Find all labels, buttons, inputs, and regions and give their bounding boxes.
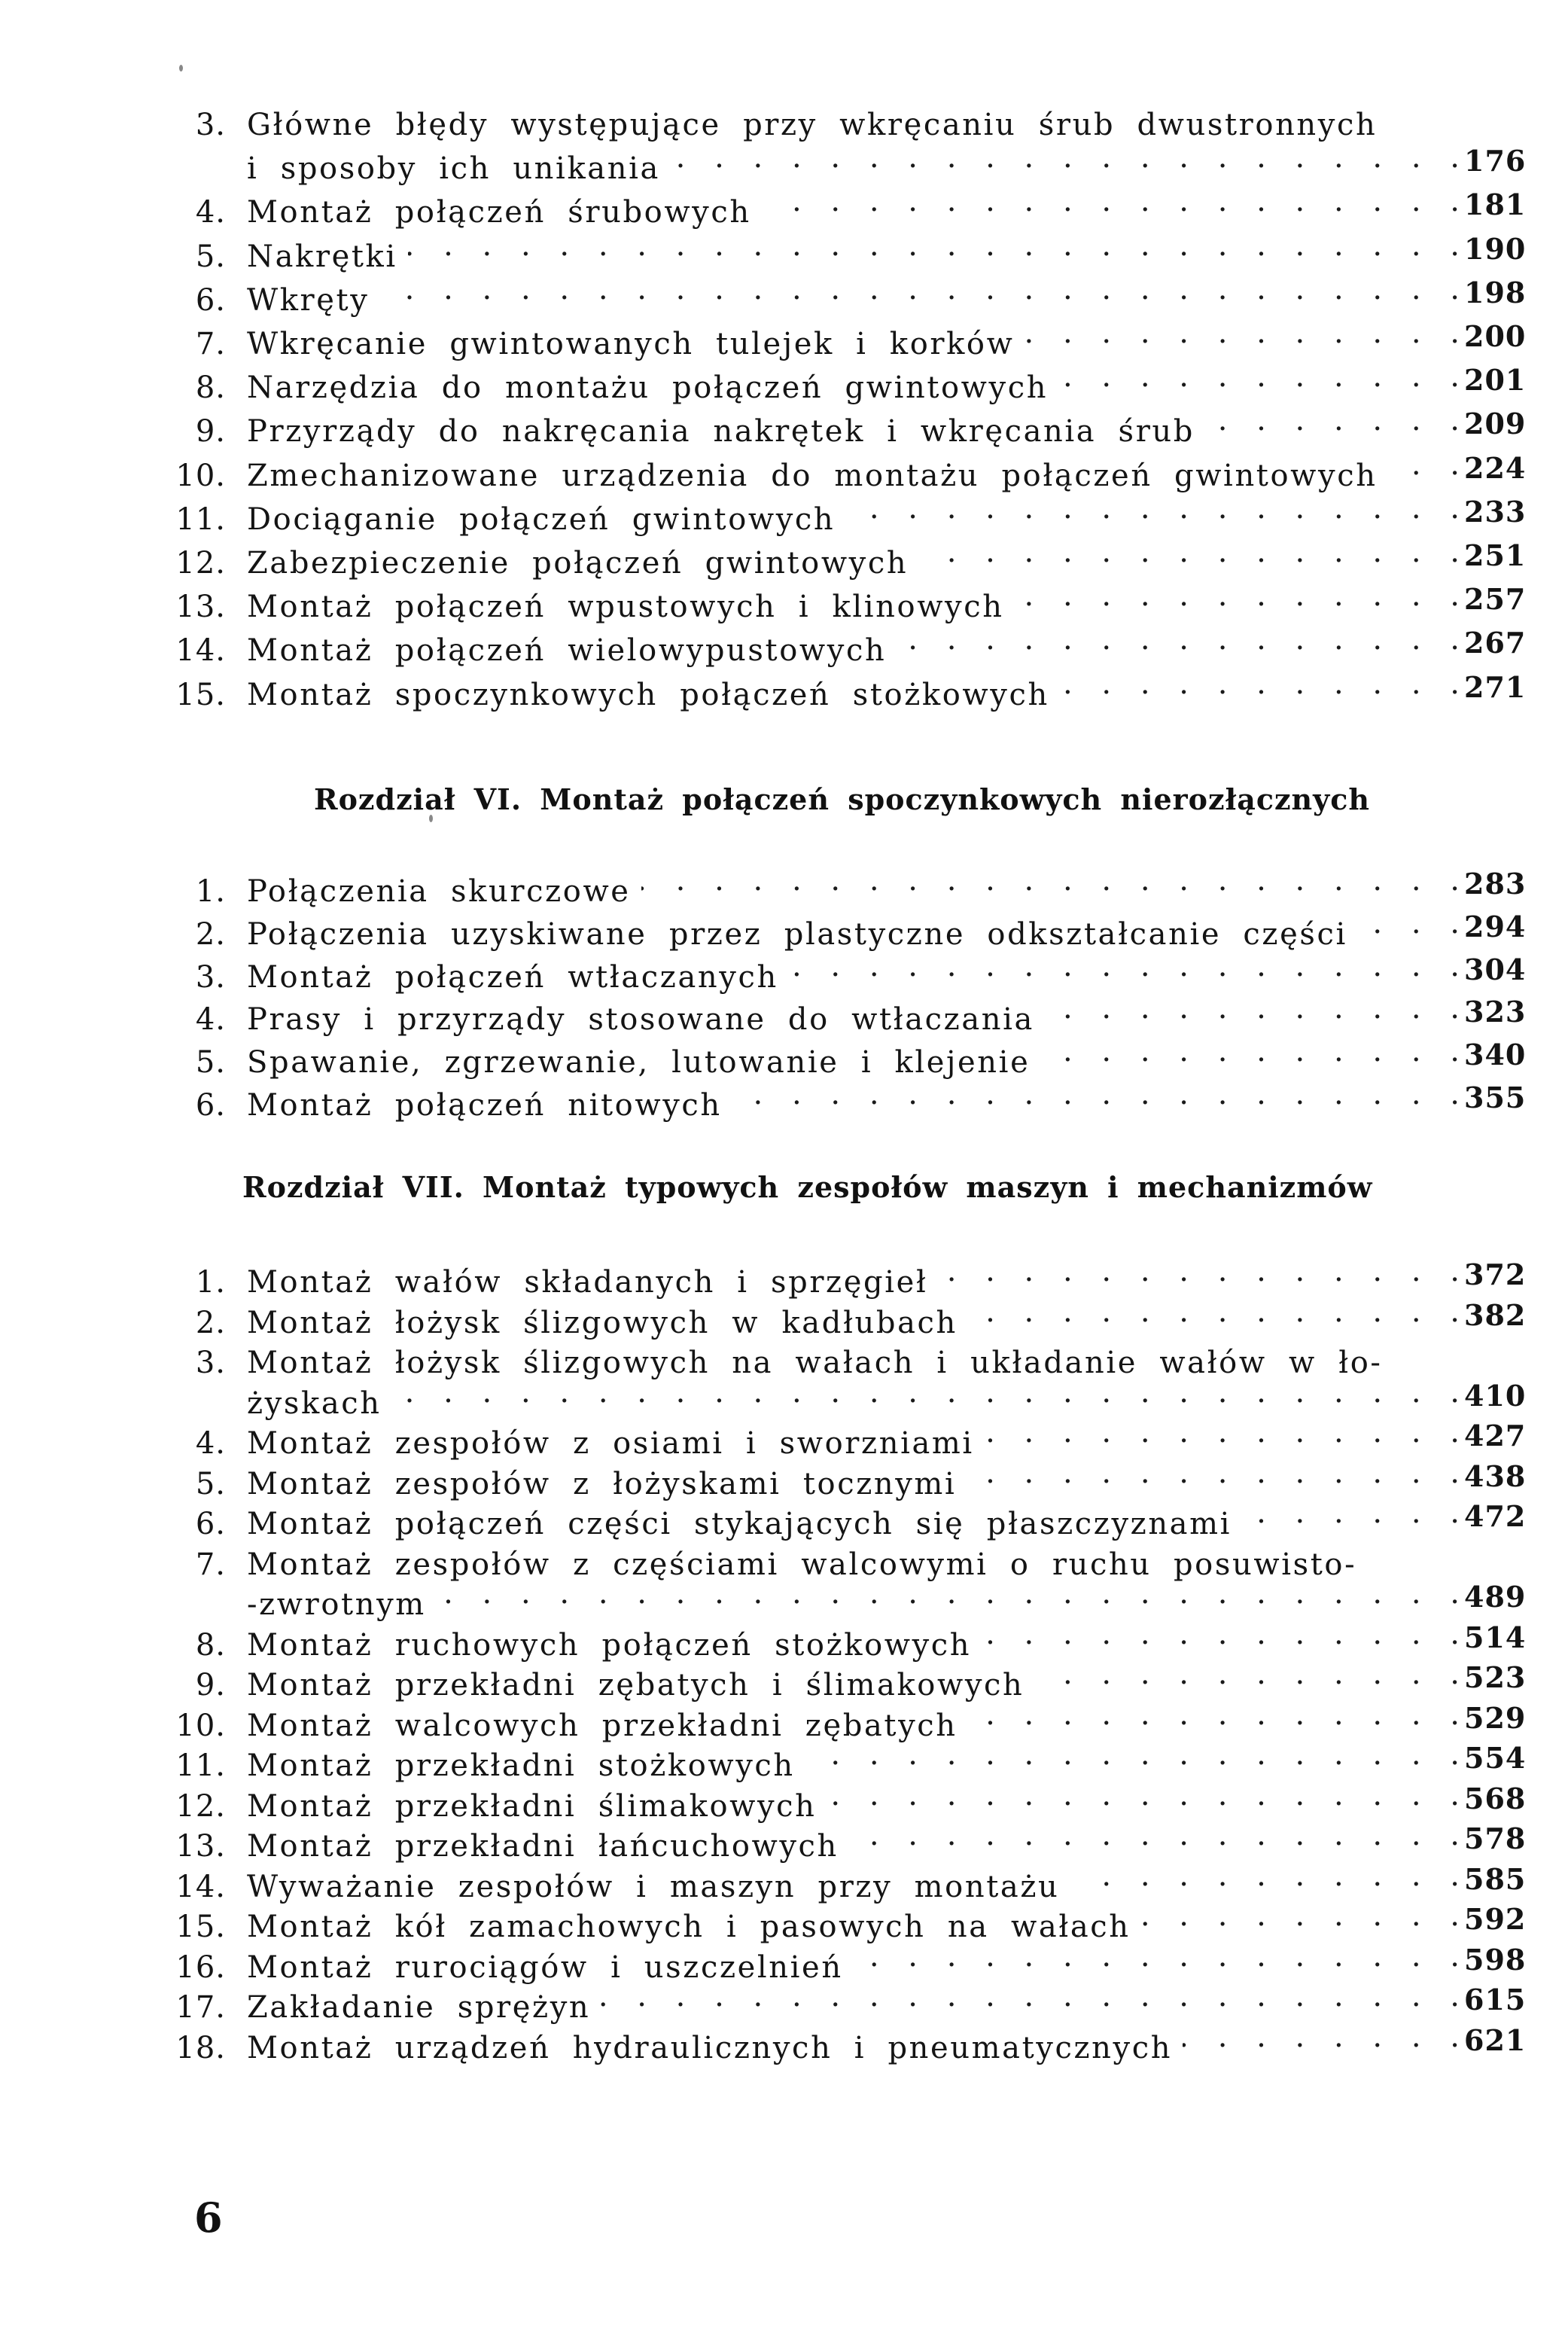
entry-page-number: 621 <box>1464 2023 1527 2057</box>
toc-entry[interactable] <box>173 663 1527 712</box>
entry-title: Montaż połączeń nitowych <box>247 1088 722 1123</box>
entry-title: żyskach <box>247 1385 382 1421</box>
dot-leader <box>849 1814 1460 1856</box>
entry-page-number: 283 <box>1464 867 1527 901</box>
entry-page-number: 323 <box>1464 995 1527 1029</box>
entry-title: Zabezpieczenie połączeń gwintowych <box>247 546 909 581</box>
entry-page-number: 190 <box>1464 231 1527 266</box>
toc-entry[interactable] <box>173 1613 1527 1663</box>
entry-title: Montaż urządzeń hydraulicznych i pneumatycznych <box>247 2030 1173 2065</box>
dot-leader <box>897 618 1460 660</box>
toc-entry[interactable] <box>173 93 1524 142</box>
toc-entry[interactable] <box>173 1855 1527 1904</box>
toc-entry-continuation[interactable] <box>173 136 1527 187</box>
entry-number: 5. <box>195 1045 226 1081</box>
entry-number: 16. <box>175 1949 226 1985</box>
dot-leader <box>1358 902 1460 944</box>
dot-leader <box>1183 2016 1460 2058</box>
entry-number: 11. <box>175 1748 226 1783</box>
entry-page-number: 372 <box>1464 1257 1527 1291</box>
dot-leader <box>1045 987 1460 1029</box>
dot-leader <box>762 180 1460 222</box>
toc-entry[interactable] <box>173 987 1527 1038</box>
dot-leader <box>732 1073 1460 1115</box>
dot-leader <box>967 1452 1460 1494</box>
entry-title: Montaż zespołów z łożyskami tocznymi <box>247 1466 957 1501</box>
dot-leader <box>845 487 1460 529</box>
entry-page-number: 410 <box>1464 1378 1527 1413</box>
toc-entry[interactable] <box>173 1452 1527 1501</box>
toc-entry-continuation[interactable] <box>173 1572 1527 1622</box>
toc-entry[interactable] <box>173 1492 1527 1541</box>
entry-title: Montaż walcowych przekładni zębatych <box>247 1708 958 1743</box>
entry-number: 1. <box>195 874 226 909</box>
entry-title: Montaż przekładni łańcuchowych <box>247 1829 839 1864</box>
dot-leader <box>1367 1532 1460 1574</box>
dot-leader <box>1242 1492 1460 1534</box>
toc-entry[interactable] <box>173 945 1527 995</box>
toc-entry[interactable] <box>173 1653 1527 1703</box>
entry-title: Montaż połączeń wtłaczanych <box>247 959 778 995</box>
entry-title: Montaż kół zamachowych i pasowych na wałach <box>247 1910 1131 1944</box>
entry-title: Montaż przekładni ślimakowych <box>247 1788 817 1824</box>
entry-title: Dociąganie połączeń gwintowych <box>247 501 836 537</box>
entry-page-number: 598 <box>1464 1942 1527 1977</box>
entry-page-number: 554 <box>1464 1741 1527 1775</box>
entry-title: Montaż połączeń wpustowych i klinowych <box>247 590 1004 625</box>
toc-entry[interactable] <box>173 1935 1527 1985</box>
dot-leader <box>789 945 1460 987</box>
toc-entry[interactable] <box>173 399 1527 450</box>
entry-page-number: 198 <box>1464 275 1527 309</box>
toc-entry[interactable] <box>173 268 1527 318</box>
entry-page-number: 209 <box>1464 407 1527 441</box>
entry-title: Montaż łożysk ślizgowych na wałach i układanie wałów w ło- <box>247 1346 1383 1380</box>
toc-entry[interactable] <box>173 618 1527 669</box>
entry-page-number: 489 <box>1464 1580 1527 1614</box>
entry-title: i sposoby ich unikania <box>247 151 660 187</box>
entry-page-number: 514 <box>1464 1620 1527 1654</box>
page-number: 6 <box>194 2193 223 2242</box>
dot-leader <box>854 1935 1460 1977</box>
chapter-heading: Rozdział VI. Montaż połączeń spoczynkowych nierozłącznych <box>314 782 1371 816</box>
entry-title: Spawanie, zgrzewanie, lutowanie i klejenie <box>247 1045 1031 1081</box>
entry-page-number: 251 <box>1464 538 1527 572</box>
toc-entry[interactable] <box>173 1814 1527 1864</box>
entry-title: Wkręcanie gwintowanych tulejek i korków <box>247 327 1015 361</box>
entry-number: 6. <box>195 1088 226 1123</box>
entry-page-number: 615 <box>1464 1983 1527 2016</box>
entry-title: Wyważanie zespołów i maszyn przy montażu <box>247 1869 1060 1904</box>
dot-leader <box>938 1250 1460 1292</box>
entry-number: 6. <box>195 282 226 318</box>
toc-entry[interactable] <box>173 312 1527 361</box>
entry-page-number: 438 <box>1464 1459 1527 1493</box>
toc-entry[interactable] <box>173 2016 1527 2065</box>
dot-leader <box>1387 93 1460 135</box>
entry-page-number: 233 <box>1464 494 1527 529</box>
entry-number: 9. <box>195 1668 226 1703</box>
entry-page-number: 257 <box>1464 582 1527 617</box>
entry-title: Montaż połączeń wielowypustowych <box>247 633 887 669</box>
dot-leader <box>827 1774 1460 1816</box>
entry-title: Montaż rurociągów i uszczelnień <box>247 1949 843 1985</box>
entry-page-number: 578 <box>1464 1821 1527 1855</box>
entry-number: 5. <box>195 1466 226 1501</box>
entry-number: 9. <box>195 414 226 450</box>
entry-title: Montaż zespołów z osiami i sworzniami <box>247 1426 974 1461</box>
toc-entry[interactable] <box>173 224 1527 274</box>
entry-page-number: 181 <box>1464 187 1527 222</box>
toc-entry[interactable] <box>173 355 1527 406</box>
toc-entry[interactable] <box>173 180 1527 230</box>
dot-leader <box>968 1291 1460 1333</box>
toc-entry[interactable] <box>173 1733 1527 1783</box>
entry-page-number: 585 <box>1464 1861 1527 1896</box>
entry-number: 4. <box>195 195 226 230</box>
entry-number: 7. <box>195 1547 226 1582</box>
dot-leader <box>968 1693 1460 1736</box>
entry-number: 14. <box>175 633 226 669</box>
toc-entry[interactable] <box>173 575 1527 625</box>
toc-entry[interactable] <box>173 902 1527 952</box>
dot-leader <box>1070 1855 1460 1897</box>
entry-title: Montaż łożysk ślizgowych w kadłubach <box>247 1305 958 1340</box>
entry-number: 1. <box>195 1265 226 1300</box>
dot-leader <box>408 224 1460 267</box>
toc-entry[interactable] <box>173 1693 1527 1743</box>
entry-number: 4. <box>195 1426 226 1461</box>
toc-entry[interactable] <box>173 1073 1527 1123</box>
entry-title: Montaż połączeń śrubowych <box>247 195 751 230</box>
entry-number: 2. <box>195 916 226 952</box>
entry-page-number: 224 <box>1464 450 1527 485</box>
entry-number: 10. <box>175 458 226 493</box>
dot-leader <box>1393 1331 1460 1373</box>
entry-title: Główne błędy występujące przy wkręcaniu śrub dwustronnych <box>247 108 1378 142</box>
entry-number: 15. <box>175 1910 226 1944</box>
entry-number: 7. <box>195 327 226 361</box>
toc-entry[interactable] <box>173 1532 1524 1582</box>
dot-leader <box>1058 355 1460 398</box>
toc-entry[interactable] <box>173 1291 1527 1340</box>
entry-title: Połączenia skurczowe <box>247 874 631 909</box>
entry-number: 3. <box>195 1346 226 1380</box>
dot-leader <box>1141 1895 1460 1937</box>
entry-number: 6. <box>195 1507 226 1541</box>
entry-title: Montaż przekładni stożkowych <box>247 1748 795 1783</box>
entry-title: -zwrotnym <box>247 1587 426 1622</box>
entry-page-number: 382 <box>1464 1297 1527 1332</box>
entry-page-number: 340 <box>1464 1038 1527 1072</box>
dot-leader <box>805 1733 1460 1776</box>
entry-number: 12. <box>175 546 226 581</box>
entry-page-number: 176 <box>1464 144 1527 178</box>
toc-entry[interactable] <box>173 1250 1527 1300</box>
dot-leader <box>1025 312 1460 354</box>
toc-entry[interactable] <box>173 1895 1527 1944</box>
dot-leader <box>641 859 1460 901</box>
entry-number: 13. <box>175 1829 226 1864</box>
entry-page-number: 568 <box>1464 1781 1527 1815</box>
entry-page-number: 294 <box>1464 909 1527 943</box>
dot-leader <box>437 1572 1460 1614</box>
entry-title: Zmechanizowane urządzenia do montażu połączeń gwintowych <box>247 458 1378 493</box>
entry-number: 11. <box>175 501 226 537</box>
entry-number: 13. <box>175 590 226 625</box>
entry-title: Montaż ruchowych połączeń stożkowych <box>247 1627 972 1663</box>
entry-page-number: 529 <box>1464 1700 1527 1735</box>
entry-number: 3. <box>195 108 226 142</box>
dot-leader <box>1034 1653 1460 1695</box>
entry-number: 12. <box>175 1788 226 1824</box>
entry-title: Montaż połączeń części stykających się płaszczyznami <box>247 1507 1232 1541</box>
scan-speck <box>179 65 183 72</box>
dot-leader <box>671 136 1460 178</box>
entry-number: 8. <box>195 1627 226 1663</box>
dot-leader <box>1040 1030 1460 1072</box>
entry-page-number: 200 <box>1464 319 1527 353</box>
entry-title: Montaż zespołów z częściami walcowymi o ruchu posuwisto- <box>247 1547 1357 1582</box>
toc-entry[interactable] <box>173 531 1527 581</box>
entry-number: 14. <box>175 1869 226 1904</box>
toc-entry-continuation[interactable] <box>173 1371 1527 1421</box>
entry-number: 10. <box>175 1708 226 1743</box>
entry-title: Przyrządy do nakręcania nakrętek i wkręcania śrub <box>247 414 1195 450</box>
toc-entry[interactable] <box>173 444 1527 493</box>
entry-title: Montaż przekładni zębatych i ślimakowych <box>247 1668 1025 1703</box>
entry-title: Montaż wałów składanych i sprzęgieł <box>247 1265 928 1300</box>
toc-entry[interactable] <box>173 1774 1527 1824</box>
toc-entry[interactable] <box>173 1030 1527 1081</box>
dot-leader <box>982 1613 1460 1655</box>
dot-leader <box>1060 663 1460 705</box>
toc-entry[interactable] <box>173 859 1527 909</box>
chapter-heading: Rozdział VII. Montaż typowych zespołów maszyn i mechanizmów <box>242 1170 1373 1204</box>
entry-title: Nakrętki <box>247 239 397 274</box>
toc-entry[interactable] <box>173 1411 1527 1461</box>
entry-page-number: 523 <box>1464 1660 1527 1694</box>
dot-leader <box>918 531 1460 573</box>
dot-leader <box>379 268 1460 310</box>
entry-title: Narzędzia do montażu połączeń gwintowych <box>247 370 1049 406</box>
toc-entry[interactable] <box>173 1975 1527 2025</box>
dot-leader <box>1015 575 1460 617</box>
dot-leader <box>601 1975 1460 2017</box>
entry-page-number: 271 <box>1464 669 1527 704</box>
entry-page-number: 304 <box>1464 952 1527 986</box>
dot-leader <box>392 1371 1460 1413</box>
dot-leader <box>1205 399 1460 441</box>
dot-leader <box>1388 444 1460 486</box>
entry-page-number: 472 <box>1464 1499 1527 1533</box>
entry-title: Wkręty <box>247 282 370 318</box>
entry-page-number: 267 <box>1464 626 1527 660</box>
entry-number: 4. <box>195 1002 226 1038</box>
toc-entry[interactable] <box>173 487 1527 537</box>
entry-number: 5. <box>195 239 226 274</box>
entry-number: 18. <box>175 2030 226 2065</box>
entry-title: Prasy i przyrządy stosowane do wtłaczania <box>247 1002 1034 1038</box>
entry-page-number: 355 <box>1464 1081 1527 1114</box>
entry-title: Montaż spoczynkowych połączeń stożkowych <box>247 677 1049 712</box>
entry-number: 2. <box>195 1305 226 1340</box>
entry-page-number: 427 <box>1464 1419 1527 1453</box>
entry-number: 17. <box>175 1990 226 2025</box>
entry-number: 3. <box>195 959 226 995</box>
toc-entry[interactable] <box>173 1331 1524 1380</box>
entry-number: 8. <box>195 370 226 406</box>
entry-title: Zakładanie sprężyn <box>247 1990 591 2025</box>
entry-page-number: 592 <box>1464 1902 1527 1936</box>
entry-number: 15. <box>175 677 226 712</box>
entry-title: Połączenia uzyskiwane przez plastyczne odkształcanie części <box>247 916 1347 952</box>
entry-page-number: 201 <box>1464 363 1527 398</box>
dot-leader <box>985 1411 1460 1453</box>
